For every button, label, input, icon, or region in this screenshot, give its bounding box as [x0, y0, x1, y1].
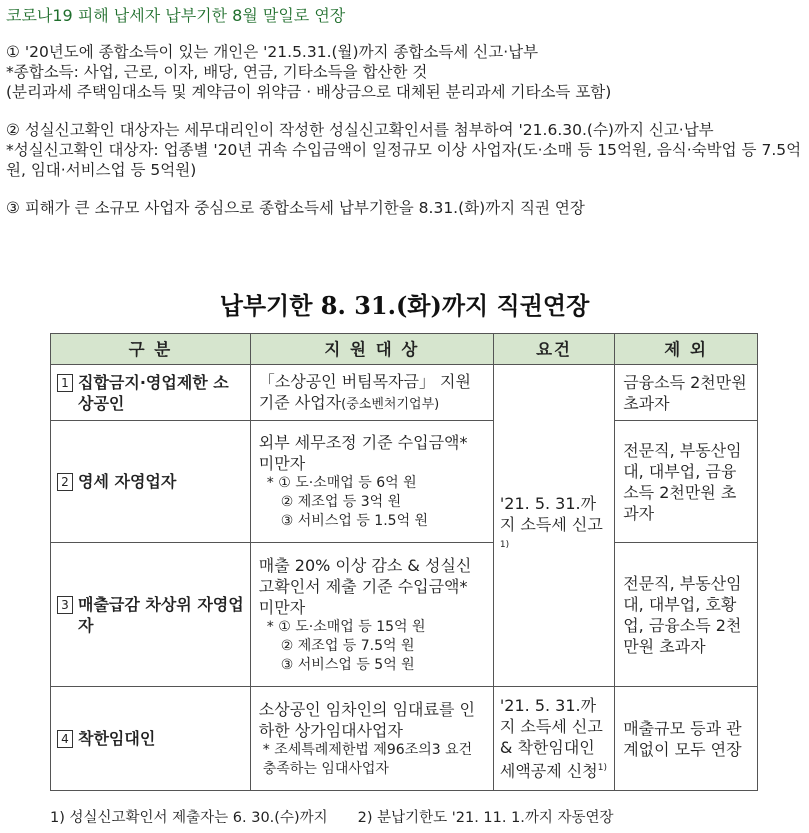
- target-text: 「소상공인 버팀목자금」 지원 기준 사업자: [258, 371, 471, 412]
- target-text: 소상공인 임차인의 임대료를 인하한 상가임대사업자: [258, 699, 475, 740]
- exclusion-text: 금융소득 2천만원 초과자: [623, 372, 747, 413]
- table-row: [51, 687, 758, 791]
- header-exclusion: 제 외: [615, 334, 758, 365]
- exclusion-text: 전문직, 부동산임대, 대부업, 금융소득 2천만원 초과자: [623, 440, 742, 523]
- category-cell: [51, 365, 251, 421]
- intro-point-1-note-1: *종합소득: 사업, 근로, 이자, 배당, 연금, 기타소득을 합산한 것: [6, 63, 428, 81]
- header-category: 구 분: [51, 334, 251, 365]
- table-row: [51, 543, 758, 687]
- row-number-box: 3: [57, 596, 73, 614]
- exclusion-text: 전문직, 부동산임대, 대부업, 호황업, 금융소득 2천만원 초과자: [623, 573, 742, 656]
- target-sub-item: ② 제조업 등 7.5억 원: [280, 637, 415, 654]
- category-label: 매출급감 차상위 자영업자: [78, 594, 244, 635]
- table-row: [51, 421, 758, 543]
- intro-point-1: ① '20년도에 종합소득이 있는 개인은 '21.5.31.(월)까지 종합소득세 신고·납부: [6, 43, 539, 61]
- category-cell: [51, 421, 251, 543]
- exclusion-cell: [615, 421, 758, 543]
- exclusion-cell: [615, 543, 758, 687]
- header-target: 지 원 대 상: [250, 334, 493, 365]
- exclusion-cell: [615, 687, 758, 791]
- row-number-box: 2: [57, 473, 73, 491]
- category-label: 영세 자영업자: [78, 472, 177, 491]
- row-number-box: 1: [57, 374, 73, 392]
- table-header-row: [51, 334, 758, 365]
- intro-title: 코로나19 피해 납세자 납부기한 8월 말일로 연장: [6, 6, 346, 25]
- requirement-footnote-ref: 1): [499, 539, 510, 550]
- category-label: 착한임대인: [78, 729, 156, 748]
- target-sub-item: * ① 도·소매업 등 6억 원: [266, 475, 417, 491]
- target-cell: [250, 365, 493, 421]
- footnote-1: 1) 성실신고확인서 제출자는 6. 30.(수)까지: [50, 810, 328, 826]
- requirement-text: '21. 5. 31.까지 소득세 신고: [499, 493, 603, 534]
- footnotes: [50, 806, 790, 827]
- footnote-2: 2) 분납기한도 '21. 11. 1.까지 자동연장: [357, 810, 614, 826]
- category-label: 집합금지·영업제한 소상공인: [78, 372, 229, 413]
- row-number-box: 4: [57, 730, 73, 748]
- intro-point-2: ② 성실신고확인 대상자는 세무대리인이 작성한 성실신고확인서를 첨부하여 '21.6.30.(수)까지 신고·납부: [6, 121, 714, 139]
- target-text: 외부 세무조정 기준 수입금액* 미만자: [258, 433, 468, 473]
- target-source: (중소벤처기업부): [341, 396, 440, 412]
- requirement-cell: [493, 687, 614, 791]
- target-sub-item: ③ 서비스업 등 5억 원: [280, 656, 415, 673]
- target-cell: [250, 543, 493, 687]
- intro-point-1-note-2: (분리과세 주택임대소득 및 계약금이 위약금 · 배상금으로 대체된 분리과세 기타소득 포함): [6, 83, 612, 101]
- category-cell: [51, 543, 251, 687]
- target-sub-item: ② 제조업 등 3억 원: [280, 494, 402, 510]
- target-cell: [250, 687, 493, 791]
- target-sub-item: * ① 도·소매업 등 15억 원: [266, 618, 426, 635]
- intro-section: [6, 6, 806, 218]
- requirement-text: '21. 5. 31.까지 소득세 신고 & 착한임대인 세액공제 신청: [499, 696, 603, 781]
- header-requirement: 요건: [493, 334, 614, 365]
- intro-point-2-note: *성실신고확인 대상자: 업종별 '20년 귀속 수입금액이 일정규모 이상 사업자(도·소매 등 15억원, 음식·숙박업 등 7.5억원, 임대·서비스업 등 5억원): [6, 141, 802, 179]
- target-sub-item: ③ 서비스업 등 1.5억 원: [280, 513, 429, 529]
- table-row: [51, 365, 758, 421]
- table-heading: 납부기한 8. 31.(화)까지 직권연장: [219, 291, 590, 320]
- category-cell: [51, 687, 251, 791]
- extension-table: [50, 333, 758, 791]
- requirement-cell-shared: [493, 365, 614, 687]
- target-cell: [250, 421, 493, 543]
- target-text: 매출 20% 이상 감소 & 성실신고확인서 제출 기준 수입금액* 미만자: [258, 555, 472, 617]
- target-note: * 조세특례제한법 제96조의3 요건 충족하는 임대사업자: [262, 741, 473, 777]
- intro-point-3: ③ 피해가 큰 소규모 사업자 중심으로 종합소득세 납부기한을 8.31.(화)까지 직권 연장: [6, 199, 585, 217]
- requirement-footnote-ref: 1): [597, 763, 607, 774]
- exclusion-text: 매출규모 등과 관계없이 모두 연장: [623, 718, 742, 759]
- exclusion-cell: [615, 365, 758, 421]
